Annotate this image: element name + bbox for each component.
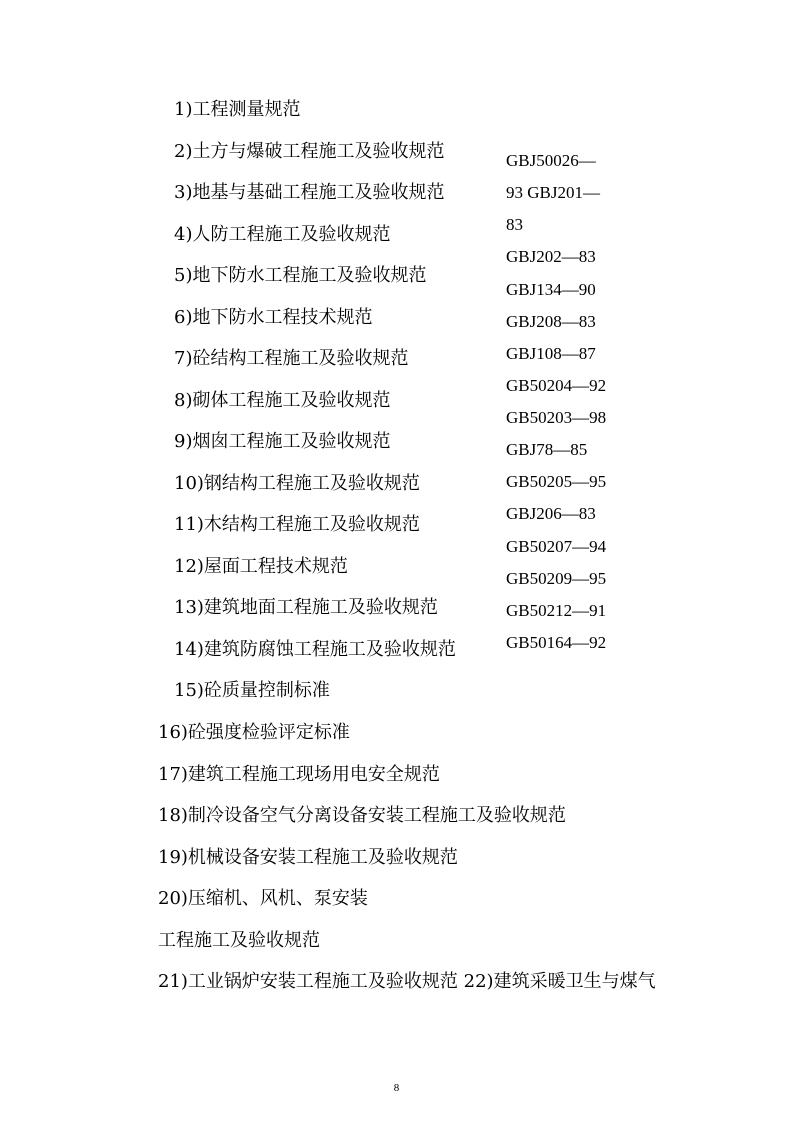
list-item: 5)地下防水工程施工及验收规范 (174, 265, 427, 286)
standard-code: GBJ50026— (506, 151, 596, 170)
standard-code: GBJ208—83 (506, 312, 596, 331)
list-item: 15)砼质量控制标准 (174, 680, 330, 701)
standard-code: GB50209—95 (506, 569, 607, 588)
list-item: 9)烟囱工程施工及验收规范 (174, 431, 391, 452)
list-item: 17)建筑工程施工现场用电安全规范 (158, 764, 440, 785)
standard-code: GBJ108—87 (506, 344, 596, 363)
list-item: 3)地基与基础工程施工及验收规范 (174, 182, 445, 203)
standard-code: GBJ78—85 (506, 440, 588, 459)
list-item: 19)机械设备安装工程施工及验收规范 (158, 847, 458, 868)
list-item: 1)工程测量规范 (174, 99, 301, 120)
list-item: 6)地下防水工程技术规范 (174, 307, 373, 328)
list-item: 14)建筑防腐蚀工程施工及验收规范 (174, 639, 456, 660)
list-item: 2)土方与爆破工程施工及验收规范 (174, 141, 445, 162)
list-item: 工程施工及验收规范 (158, 930, 320, 951)
list-item: 20)压缩机、风机、泵安装 (158, 888, 368, 909)
standard-code: GBJ202—83 (506, 247, 596, 266)
list-item: 18)制冷设备空气分离设备安装工程施工及验收规范 (158, 805, 566, 826)
standard-code: GBJ206—83 (506, 504, 596, 523)
list-item: 16)砼强度检验评定标准 (158, 722, 350, 743)
standard-code: GB50207—94 (506, 537, 607, 556)
list-item: 11)木结构工程施工及验收规范 (174, 514, 420, 535)
standard-code: 83 (506, 215, 523, 234)
standard-code: 93 GBJ201— (506, 183, 600, 202)
list-item: 10)钢结构工程施工及验收规范 (174, 473, 420, 494)
standard-code: GBJ134—90 (506, 280, 596, 299)
standard-code: GB50203—98 (506, 408, 607, 427)
list-item: 13)建筑地面工程施工及验收规范 (174, 597, 438, 618)
standard-code: GB50205—95 (506, 472, 607, 491)
page-number: 8 (393, 1082, 400, 1094)
list-item: 12)屋面工程技术规范 (174, 556, 348, 577)
list-item: 7)砼结构工程施工及验收规范 (174, 348, 409, 369)
list-item: 21)工业锅炉安装工程施工及验收规范 22)建筑采暖卫生与煤气 (158, 971, 656, 992)
standard-code: GB50204—92 (506, 376, 607, 395)
list-item: 8)砌体工程施工及验收规范 (174, 390, 391, 411)
standard-code: GB50164—92 (506, 633, 607, 652)
standard-code: GB50212—91 (506, 601, 607, 620)
list-item: 4)人防工程施工及验收规范 (174, 224, 391, 245)
